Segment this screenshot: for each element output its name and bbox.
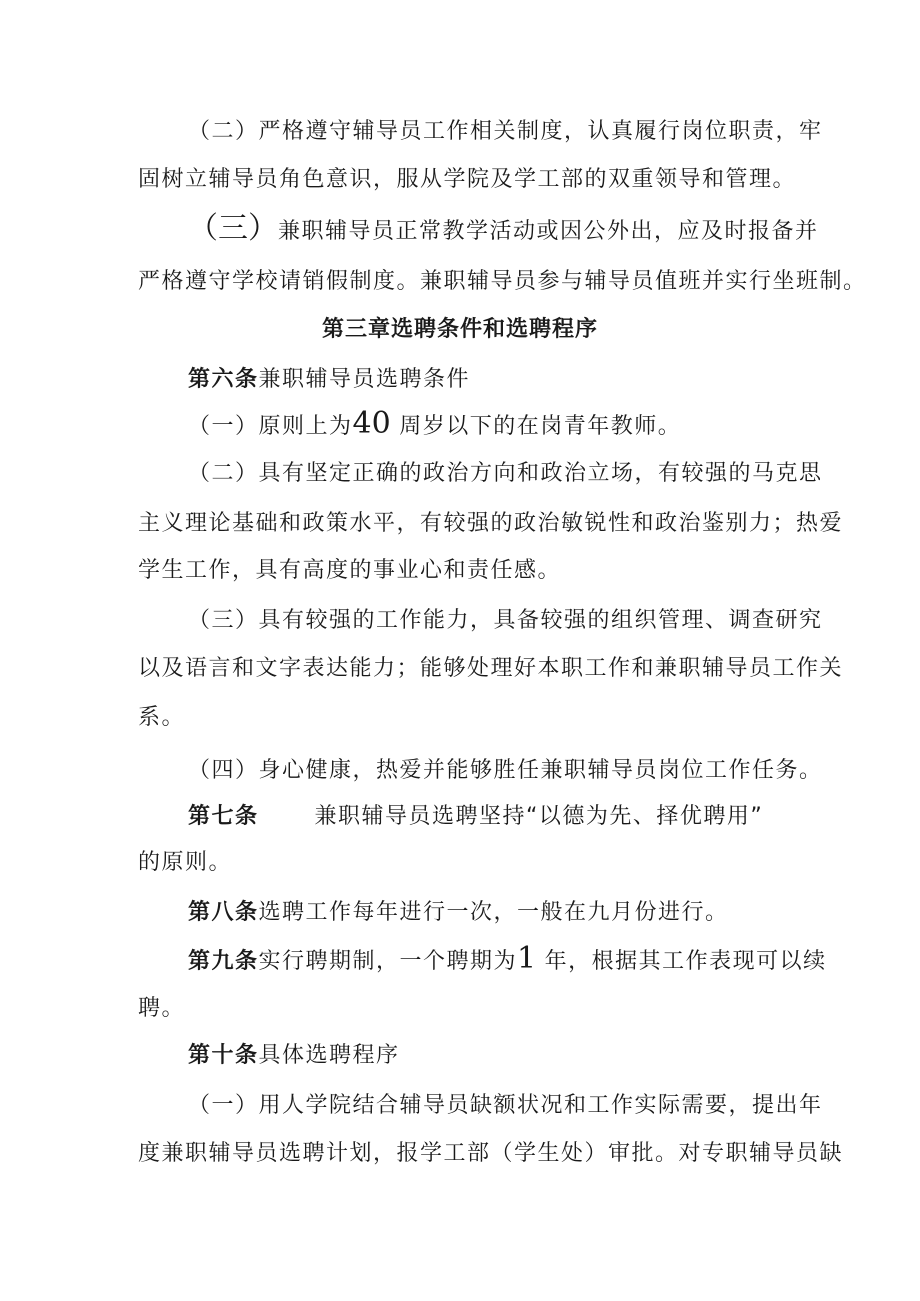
p2-line1-text: 兼职辅导员正常教学活动或因公外出，应及时报备并: [278, 219, 819, 244]
item-3-line3: 系。: [138, 705, 186, 730]
p1-line1: （二）严格遵守辅导员工作相关制度，认真履行岗位职责，牢: [188, 119, 823, 144]
article-7-line2: 的原则。: [138, 850, 233, 875]
p2-line2: 严格遵守学校请销假制度。兼职辅导员参与辅导员值班并实行坐班制。: [138, 269, 867, 294]
item-2-line1: （二）具有坚定正确的政治方向和政治立场，有较强的马克思: [188, 461, 823, 486]
p1-line2: 固树立辅导员角色意识，服从学院及学工部的双重领导和管理。: [138, 167, 797, 192]
article-10: [188, 1042, 400, 1070]
article-10-label: 第十条: [188, 1043, 259, 1068]
article-6: [188, 366, 470, 394]
item-3-line2: 以及语言和文字表达能力；能够处理好本职工作和兼职辅导员工作关: [138, 656, 844, 681]
item-1-number: 40: [352, 406, 391, 441]
article-9-label: 第九条: [188, 949, 259, 974]
article-9-suffix: 年，根据其工作表现可以续: [544, 949, 827, 974]
p2-marker: （三）: [188, 211, 278, 246]
item-2-line2: 主义理论基础和政策水平，有较强的政治敏锐性和政治鉴别力；热爱: [138, 511, 844, 536]
item-4: （四）身心健康，热爱并能够胜任兼职辅导员岗位工作任务。: [188, 758, 823, 783]
article-10-text: 具体选聘程序: [258, 1043, 400, 1068]
article-10-item-1-line1: （一）用人学院结合辅导员缺额状况和工作实际需要，提出年: [188, 1093, 823, 1118]
item-1-suffix: 周岁以下的在岗青年教师。: [399, 414, 682, 439]
article-8-label: 第八条: [188, 900, 259, 925]
article-9: [188, 941, 827, 976]
article-9-line2: 聘。: [138, 996, 186, 1021]
article-9-number: 1: [517, 941, 537, 976]
article-7-label: 第七条: [188, 804, 259, 829]
article-10-item-1-line2: 度兼职辅导员选聘计划，报学工部（学生处）审批。对专职辅导员缺: [138, 1141, 844, 1166]
item-1-prefix: （一）原则上为: [188, 414, 353, 439]
article-6-label: 第六条: [188, 367, 259, 392]
p2-line1: [188, 211, 819, 246]
article-8-text: 选聘工作每年进行一次，一般在九月份进行。: [258, 900, 729, 925]
article-7-text: 兼职辅导员选聘坚持“以德为先、择优聘用”: [314, 804, 764, 829]
article-8: [188, 899, 729, 927]
item-2-line3: 学生工作，具有高度的事业心和责任感。: [138, 558, 562, 583]
article-6-text: 兼职辅导员选聘条件: [258, 367, 471, 392]
chapter-heading: 第三章选聘条件和选聘程序: [321, 317, 598, 342]
item-3-line1: （三）具有较强的工作能力，具备较强的组织管理、调查研究: [188, 608, 823, 633]
article-7: [188, 803, 763, 831]
article-9-prefix: 实行聘期制，一个聘期为: [258, 949, 518, 974]
item-1: [188, 406, 682, 441]
